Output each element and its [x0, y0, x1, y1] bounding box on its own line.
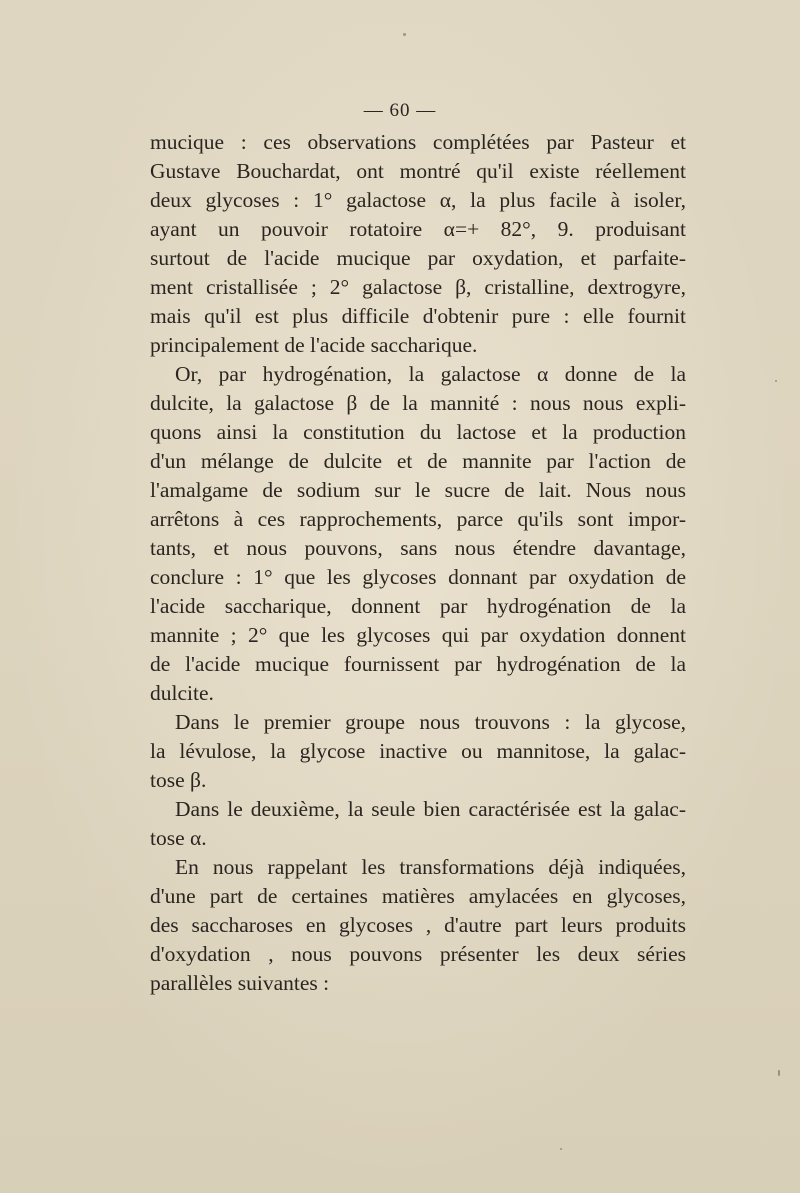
text-line: des saccharoses en glycoses , d'autre part leurs produits — [150, 913, 686, 937]
text-line: principalement de l'acide saccharique. — [150, 333, 478, 357]
text-line: d'oxydation , nous pouvons présenter les deux séries — [150, 942, 686, 966]
text-line: l'acide saccharique, donnent par hydrogénation de la — [150, 594, 686, 618]
text-line: tose α. — [150, 826, 207, 850]
text-line: En nous rappelant les transformations déjà indiquées, — [175, 855, 686, 879]
text-line: surtout de l'acide mucique par oxydation, et parfaite- — [150, 246, 686, 270]
text-line: dulcite, la galactose β de la mannité : nous nous expli- — [150, 391, 686, 415]
text-line: ment cristallisée ; 2° galactose β, cristalline, dextrogyre, — [150, 275, 686, 299]
paragraph-3 — [150, 708, 686, 795]
text-line: dulcite. — [150, 681, 214, 705]
text-line: mucique : ces observations complétées par Pasteur et — [150, 130, 686, 154]
paragraph-5 — [150, 853, 686, 998]
text-line: mais qu'il est plus difficile d'obtenir pure : elle fournit — [150, 304, 686, 328]
text-line: tants, et nous pouvons, sans nous étendre davantage, — [150, 536, 686, 560]
text-line: deux glycoses : 1° galactose α, la plus facile à isoler, — [150, 188, 686, 212]
page-number: — 60 — — [363, 100, 437, 121]
paragraph-2 — [150, 360, 686, 708]
text-line: quons ainsi la constitution du lactose et la production — [150, 420, 686, 444]
text-line: parallèles suivantes : — [150, 971, 330, 995]
text-line: Dans le deuxième, la seule bien caractérisée est la galac- — [175, 797, 686, 821]
text-line: arrêtons à ces rapprochements, parce qu'ils sont impor- — [150, 507, 686, 531]
paper-speck — [560, 1148, 562, 1150]
text-line: ayant un pouvoir rotatoire α=+ 82°, 9. produisant — [150, 217, 686, 241]
text-line: Gustave Bouchardat, ont montré qu'il existe réellement — [150, 159, 686, 183]
text-line: l'amalgame de sodium sur le sucre de lait. Nous nous — [150, 478, 686, 502]
text-line: d'une part de certaines matières amylacées en glycoses, — [150, 884, 686, 908]
text-line: Dans le premier groupe nous trouvons : la glycose, — [175, 710, 686, 734]
paper-speck — [403, 33, 406, 36]
text-line: d'un mélange de dulcite et de mannite par l'action de — [150, 449, 686, 473]
paper-speck — [775, 380, 777, 382]
text-line: mannite ; 2° que les glycoses qui par oxydation donnent — [150, 623, 686, 647]
text-line: de l'acide mucique fournissent par hydrogénation de la — [150, 652, 686, 676]
text-line: conclure : 1° que les glycoses donnant par oxydation de — [150, 565, 686, 589]
text-line: tose β. — [150, 768, 207, 792]
paper-speck — [778, 1070, 780, 1076]
body-text — [150, 128, 686, 998]
text-line: Or, par hydrogénation, la galactose α donne de la — [175, 362, 686, 386]
paragraph-1 — [150, 128, 686, 360]
text-line: la lévulose, la glycose inactive ou mannitose, la galac- — [150, 739, 686, 763]
paragraph-4 — [150, 795, 686, 853]
